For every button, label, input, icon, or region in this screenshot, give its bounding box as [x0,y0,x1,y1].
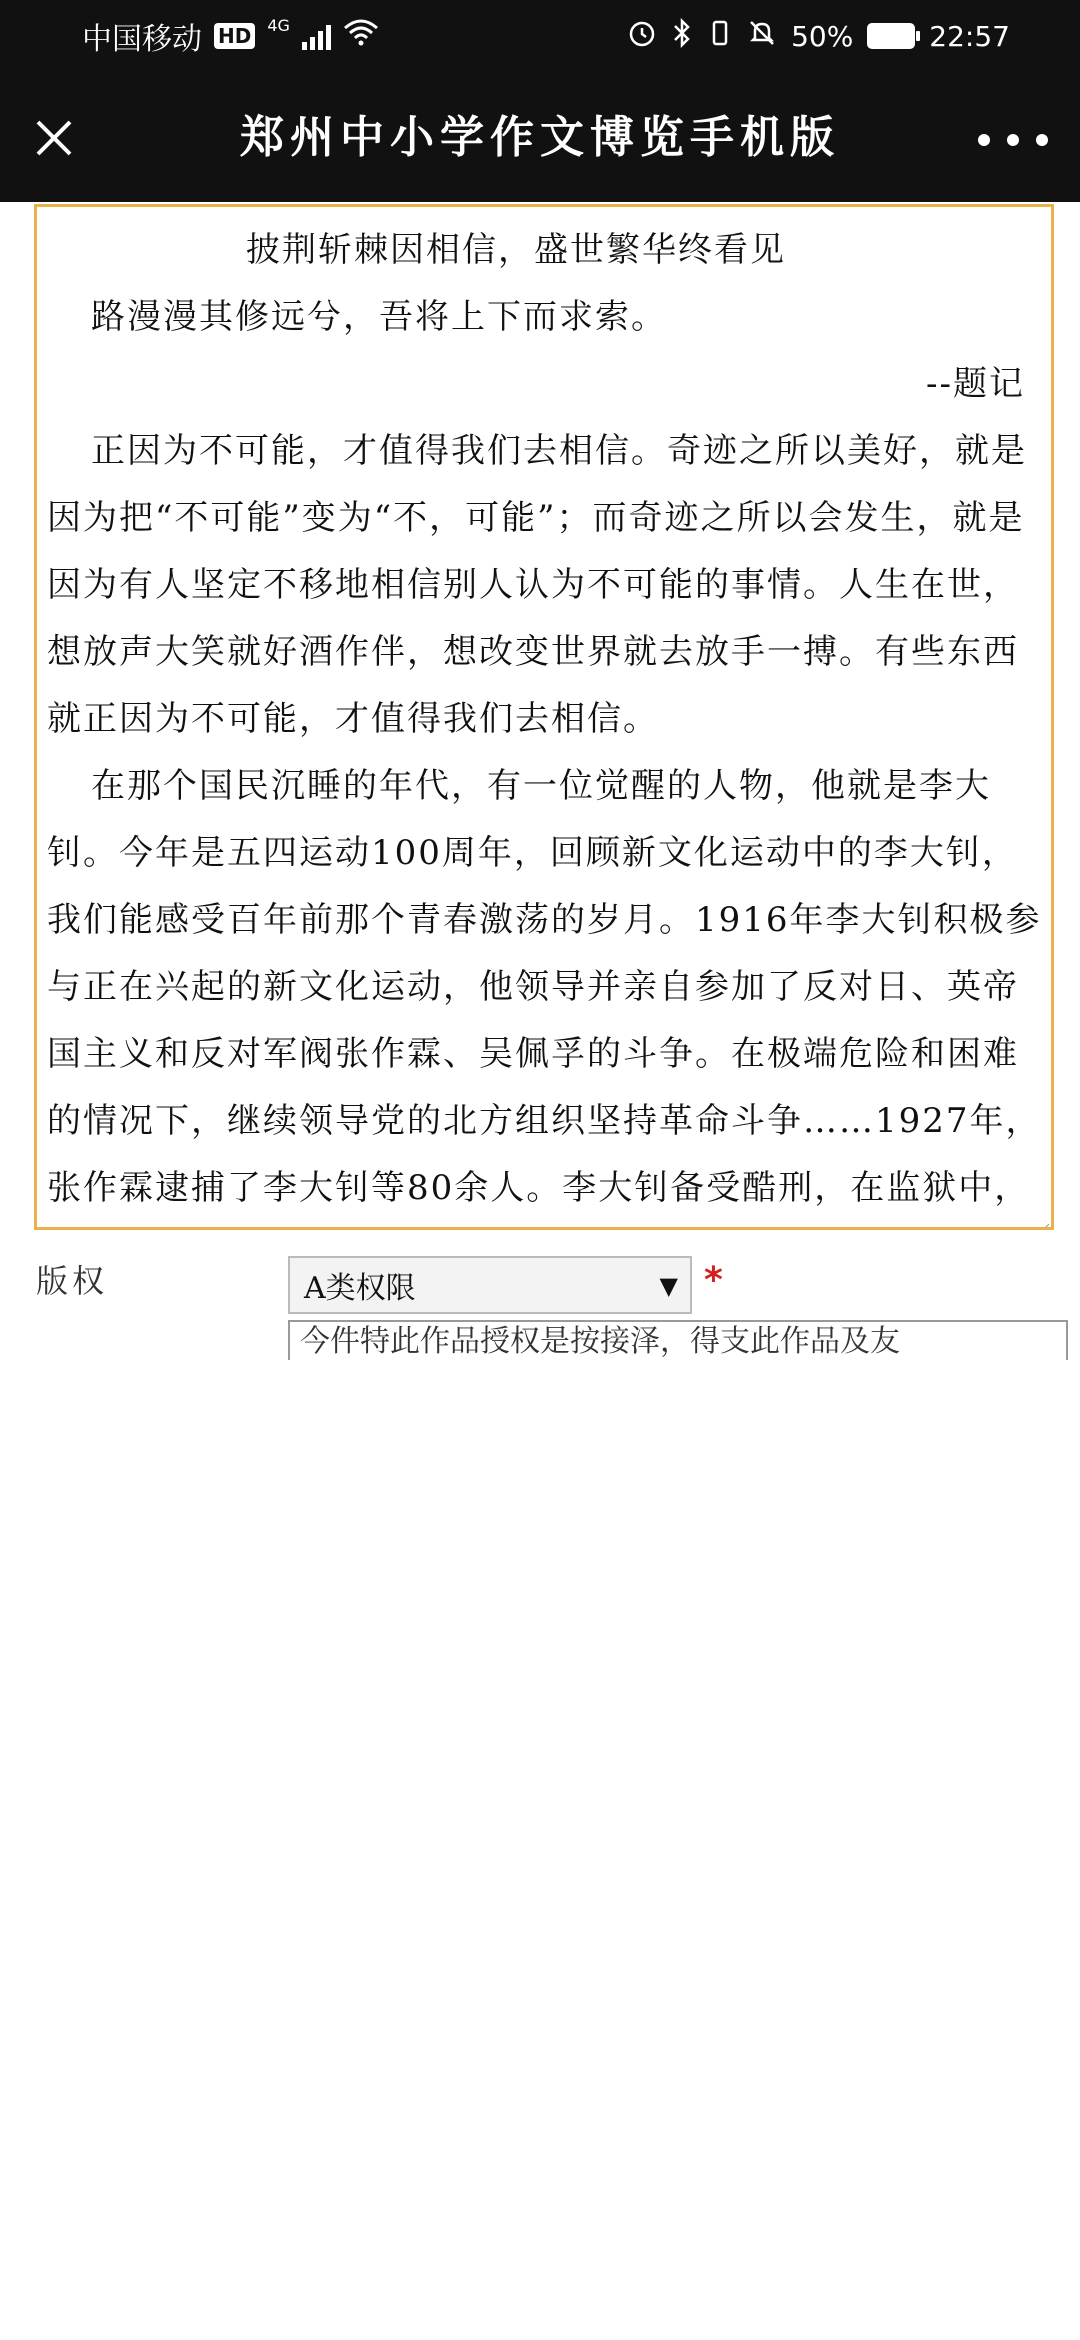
more-icon-dot [978,134,990,146]
status-right [627,14,1010,58]
essay-epigraph: 路漫漫其修远兮，吾将上下而求索。 [91,297,667,337]
app-header [0,70,1080,202]
hd-badge: HD [214,23,255,49]
carrier-name: 中国移动 [82,22,202,57]
dropdown-arrow-icon: ▼ [659,1272,678,1300]
copyright-row [0,1232,1080,1332]
essay-editor[interactable] [34,204,1054,1230]
clock-time: 22:57 [929,19,1010,53]
mute-icon [747,18,777,55]
alarm-icon [627,18,657,55]
copyright-select[interactable] [288,1256,692,1314]
battery-icon [867,23,915,49]
more-icon-dot [1036,134,1048,146]
more-button[interactable] [978,120,1048,160]
wifi-icon [343,18,379,54]
essay-title: 披荆斩棘因相信，盛世繁华终看见 [246,230,786,270]
copyright-label: 版权 [36,1262,109,1300]
essay-paragraph: 正因为不可能，才值得我们去相信。奇迹之所以美好，就是因为把“不可能”变为“不，可能”；而奇迹之所以会发生，就是因为有人坚定不移地相信别人认为不可能的事情。人生在世，想放声大笑就好酒作伴，想改变世界就去放手一搏。有些东西就正因为不可能，才值得我们去相信。 [47,431,1027,739]
network-type: 4G [267,16,290,35]
essay-content[interactable] [37,207,1051,1230]
required-mark: * [704,1260,723,1301]
copyright-select-value: A类权限 [304,1271,416,1306]
bluetooth-icon [671,18,693,55]
essay-signature: --题记 [926,364,1025,404]
status-bar [0,0,1080,70]
copyright-notice: 今件特此作品授权是按接泽，得支此作品及友 [288,1320,1068,1360]
battery-percent: 50% [791,19,854,53]
resize-handle[interactable] [1041,1217,1049,1225]
status-left [82,14,379,58]
page-title: 郑州中小学作文博览手机版 [240,112,840,163]
signal-icon [302,22,331,50]
essay-paragraph: 在那个国民沉睡的年代，有一位觉醒的人物，他就是李大钊。今年是五四运动100周年，回顾新文化运动中的李大钊，我们能感受百年前那个青春激荡的岁月。1916年李大钊积极参与正在兴起的新文化运动，他领导并亲自参加了反对日、英帝国主义和反对军阀张作霖、吴佩孚的斗争。在极端危险和困难的情况下，继续领导党的北方组织坚持革命斗争……1927年，张作霖逮捕了李大钊等80余人。李大钊备受酷刑，在监狱中， [47,766,1042,1208]
vibrate-icon [707,18,733,55]
more-icon-dot [1007,134,1019,146]
